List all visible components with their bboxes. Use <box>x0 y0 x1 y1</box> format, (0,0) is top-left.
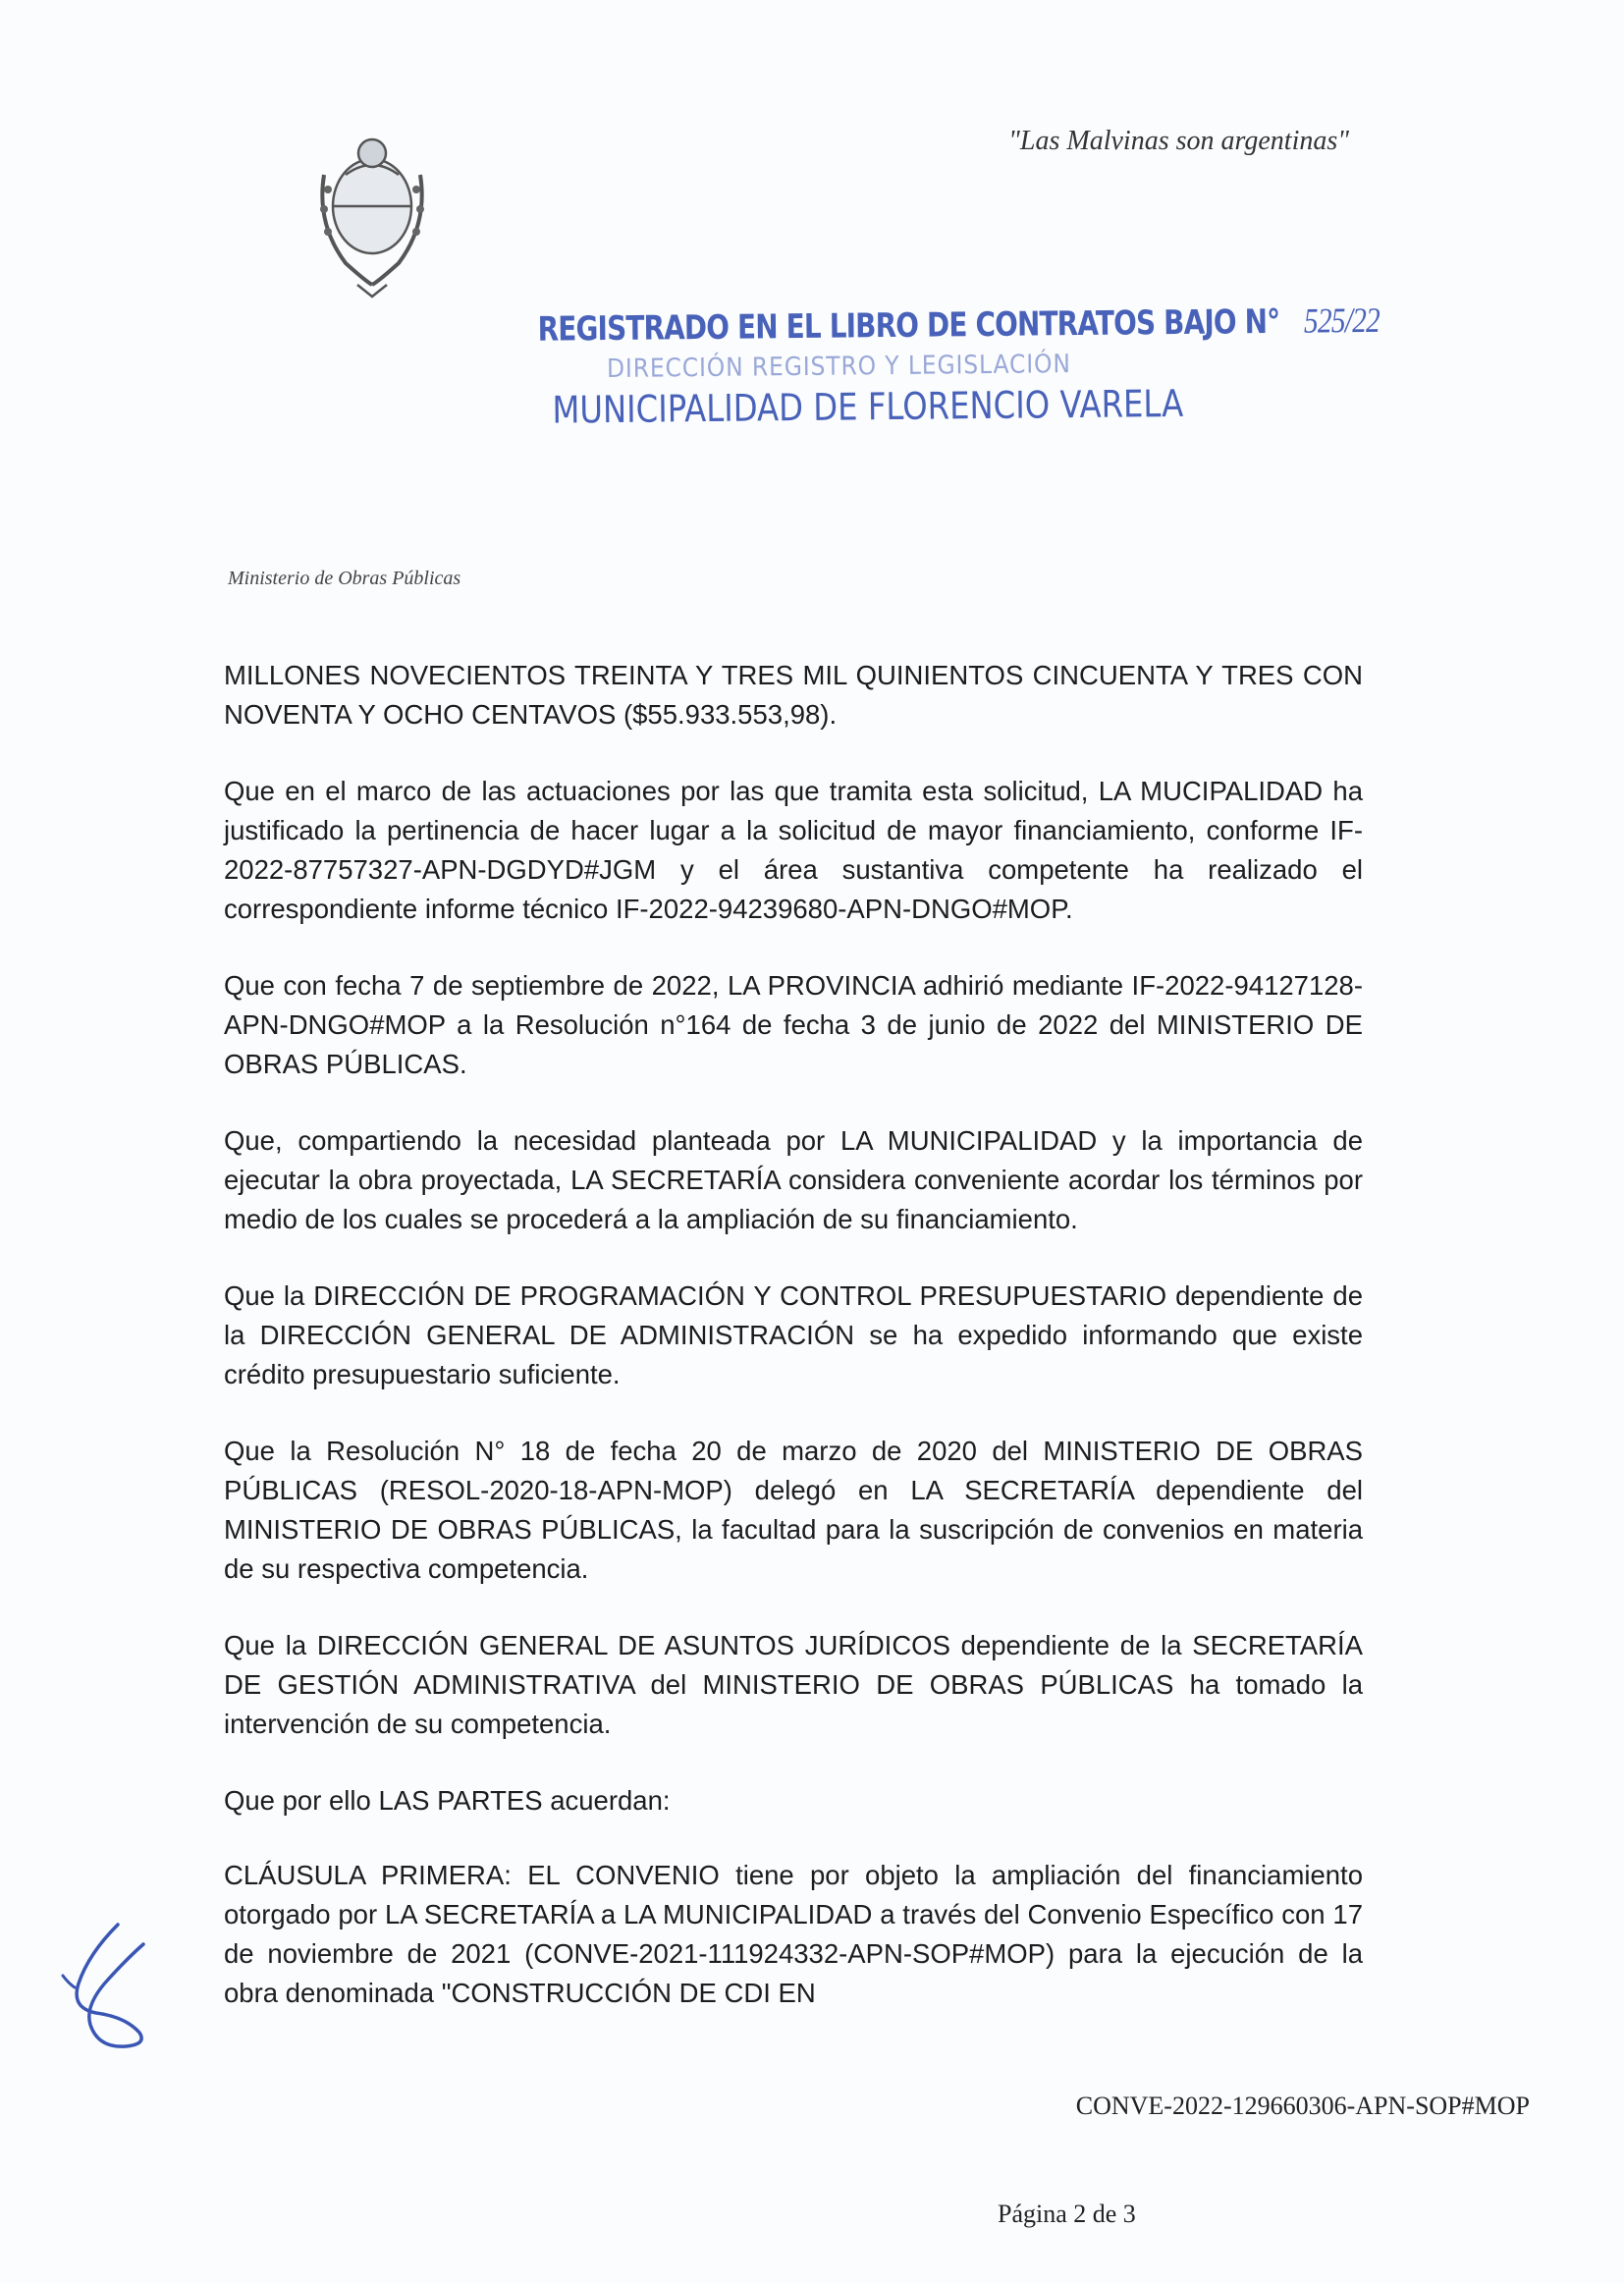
document-id: CONVE-2022-129660306-APN-SOP#MOP <box>1075 2092 1530 2120</box>
national-coat-of-arms-seal <box>306 116 438 302</box>
stamp-municipality-line: MUNICIPALIDAD DE FLORENCIO VARELA <box>552 381 1184 432</box>
paragraph-clause-first: CLÁUSULA PRIMERA: EL CONVENIO tiene por objeto la ampliación del financiamiento otorgado por LA SECRETARÍA a LA MUNICIPALIDAD a través del Convenio Específico con 17 de noviembre de 2021 (CONVE-2021-111924332-APN-SOP#MOP) para la ejecución de la obra denominada "CONSTRUCCIÓN DE CDI EN <box>224 1860 1363 2008</box>
stamp-registration-line: REGISTRADO EN EL LIBRO DE CONTRATOS BAJO N° 525/22 <box>537 299 1380 350</box>
paragraph-amount: MILLONES NOVECIENTOS TREINTA Y TRES MIL QUINIENTOS CINCUENTA Y TRES CON NOVENTA Y OCHO CENTAVOS ($55.933.553,98). <box>224 660 1363 730</box>
ministry-label: Ministerio de Obras Públicas <box>228 568 461 589</box>
stamp-handwritten-number: 525/22 <box>1303 299 1380 341</box>
motto-header: "Las Malvinas son argentinas" <box>1008 126 1349 156</box>
page-number: Página 2 de 3 <box>998 2200 1136 2228</box>
paragraph-necessity: Que, compartiendo la necesidad planteada por LA MUNICIPALIDAD y la importancia de ejecutar la obra proyectada, LA SECRETARÍA considera conveniente acordar los términos por medio de los cuales se procederá a la ampliación de su financiamiento. <box>224 1125 1363 1234</box>
registration-stamp <box>537 299 1380 432</box>
paragraph-budget: Que la DIRECCIÓN DE PROGRAMACIÓN Y CONTROL PRESUPUESTARIO dependiente de la DIRECCIÓN GENERAL DE ADMINISTRACIÓN se ha expedido informando que existe crédito presupuestario suficiente. <box>224 1280 1363 1389</box>
paragraph-province-adhesion: Que con fecha 7 de septiembre de 2022, LA PROVINCIA adhirió mediante IF-2022-94127128-APN-DNGO#MOP a la Resolución n°164 de fecha 3 de junio de 2022 del MINISTERIO DE OBRAS PÚBLICAS. <box>224 970 1363 1079</box>
paragraph-legal: Que la DIRECCIÓN GENERAL DE ASUNTOS JURÍDICOS dependiente de la SECRETARÍA DE GESTIÓN ADMINISTRATIVA del MINISTERIO DE OBRAS PÚBLICAS ha tomado la intervención de su competencia. <box>224 1630 1363 1739</box>
stamp-direction-line: DIRECCIÓN REGISTRO Y LEGISLACIÓN <box>606 350 1071 385</box>
paragraph-justification: Que en el marco de las actuaciones por las que tramita esta solicitud, LA MUCIPALIDAD ha justificado la pertinencia de hacer lugar a la solicitud de mayor financiamiento, conforme IF-2022-87757327-APN-DGDYD#JGM y el área sustantiva competente ha realizado el correspondiente informe técnico IF-2022-94239680-APN-DNGO#MOP. <box>224 776 1363 924</box>
paragraph-resolution: Que la Resolución N° 18 de fecha 20 de marzo de 2020 del MINISTERIO DE OBRAS PÚBLICAS (RESOL-2020-18-APN-MOP) delegó en LA SECRETARÍA dependiente del MINISTERIO DE OBRAS PÚBLICAS, la facultad para la suscripción de convenios en materia de su respectiva competencia. <box>224 1436 1363 1584</box>
document-body <box>224 656 1363 2050</box>
handwritten-initials-signature <box>49 1915 157 2052</box>
paragraph-agreement-intro: Que por ello LAS PARTES acuerdan: <box>224 1785 671 1816</box>
